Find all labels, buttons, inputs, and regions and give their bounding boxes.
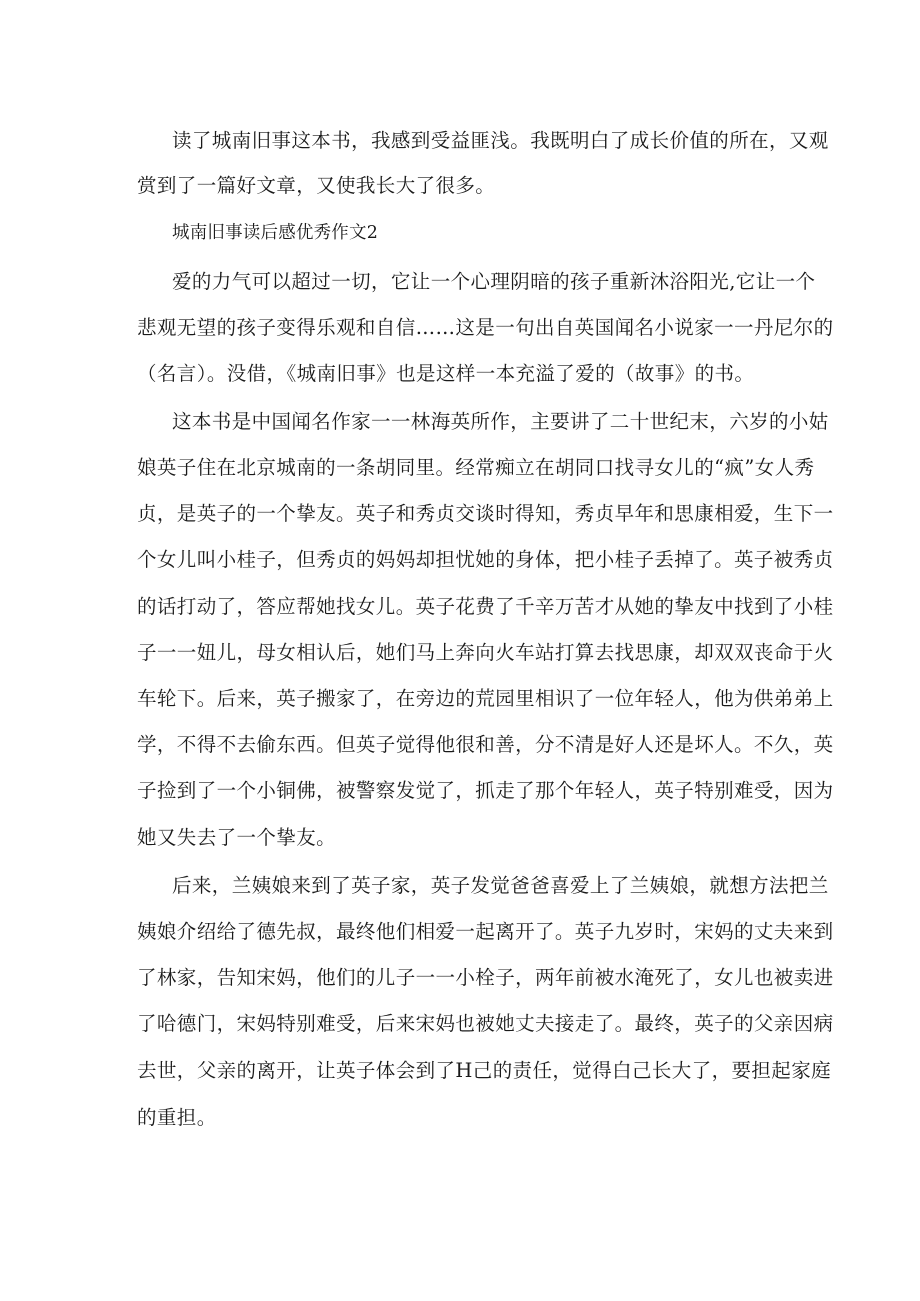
p3-line-8: 学，不得不去偷东西。但英子觉得他很和善，分不清是好人还是坏人。不久，英: [137, 733, 834, 756]
p2-line-3: （名言）。没借，《城南旧事》也是这样一本充溢了爱的（故事》的书。: [137, 362, 755, 385]
p3-line-7: 车轮下。后来，英子搬家了，在旁边的荒园里相识了一位年轻人，他为供弟弟上: [137, 687, 834, 710]
p2-line-2: 悲观无望的孩子变得乐观和自信……这是一句出自英国闻名小说家一一丹尼尔的: [137, 316, 834, 339]
p3-line-1: 这本书是中国闻名作家一一林海英所作，主要讲了二十世纪末，六岁的小姑: [172, 410, 829, 433]
p4-line-6: 的重担。: [137, 1106, 217, 1129]
p4-line-3: 了林家，告知宋妈，他们的儿子一一小栓子，两年前被水淹死了，女儿也被卖进: [137, 966, 834, 989]
p3-line-3: 贞，是英子的一个挚友。英子和秀贞交谈时得知，秀贞早年和思康相爱，生下一: [137, 502, 834, 525]
p1-line-2: 赏到了一篇好文章，又使我长大了很多。: [137, 174, 496, 197]
p3-line-5: 的话打动了，答应帮她找女儿。英子花费了千辛万苦才从她的挚友中找到了小桂: [137, 595, 834, 618]
p1-line-1: 读了城南旧事这本书，我感到受益匪浅。我既明白了成长价值的所在，又观: [172, 129, 829, 152]
p3-line-9: 子捡到了一个小铜佛，被警察发觉了，抓走了那个年轻人，英子特别难受，因为: [137, 779, 834, 802]
p3-line-10: 她又失去了一个挚友。: [137, 826, 337, 849]
p3-line-2: 娘英子住在北京城南的一条胡同里。经常痴立在胡同口找寻女儿的“疯”女人秀: [137, 456, 815, 479]
p4-line-2: 姨娘介绍给了德先叔，最终他们相爱一起离开了。英子九岁时，宋妈的丈夫来到: [137, 920, 834, 943]
p2-line-1: 爱的力气可以超过一切，它让一个心理阴暗的孩子重新沐浴阳光,它让一个: [172, 270, 816, 293]
p4-line-4: 了哈德门，宋妈特别难受，后来宋妈也被她丈夫接走了。最终，英子的父亲因病: [137, 1012, 834, 1035]
p4-line-5: 去世，父亲的离开，让英子体会到了H己的责任，觉得白己长大了，要担起家庭: [137, 1059, 832, 1082]
p4-line-1: 后来，兰姨娘来到了英子家，英子发觉爸爸喜爱上了兰姨娘，就想方法把兰: [172, 874, 829, 897]
section-heading: 城南旧事读后感优秀作文2: [172, 223, 379, 243]
p3-line-6: 子一一妞儿，母女相认后，她们马上奔向火车站打算去找思康，却双双丧命于火: [137, 641, 834, 664]
p3-line-4: 个女儿叫小桂子，但秀贞的妈妈却担忧她的身体，把小桂子丢掉了。英子被秀贞: [137, 548, 834, 571]
